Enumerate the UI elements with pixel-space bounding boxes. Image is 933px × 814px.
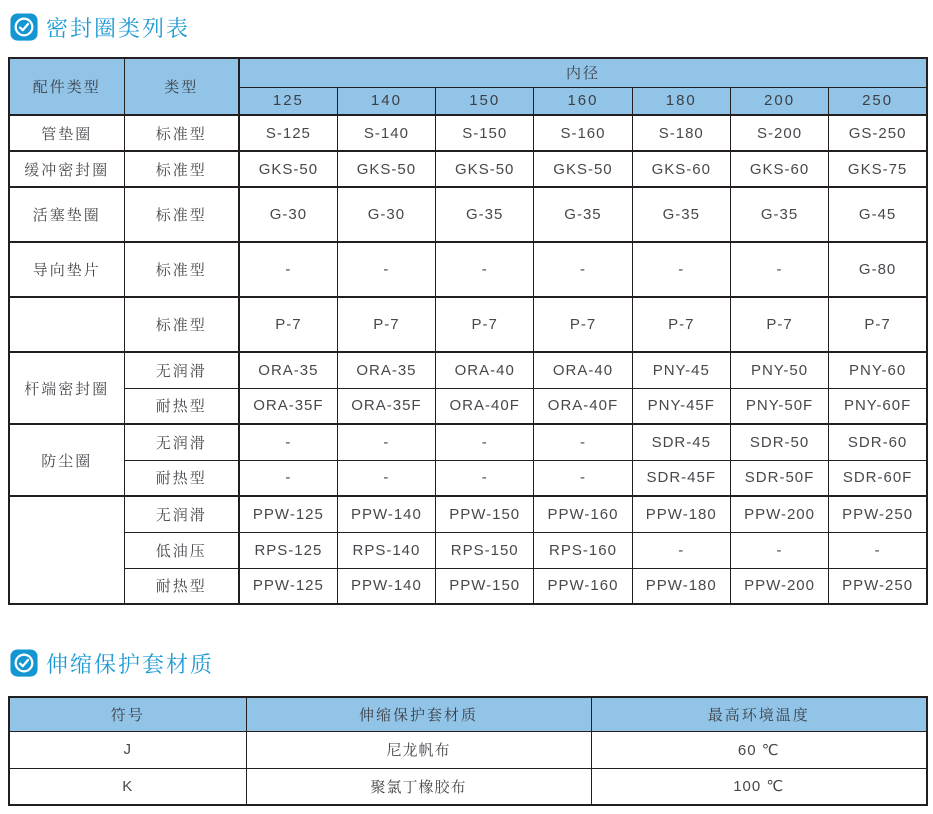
- material-table-head: [9, 697, 927, 731]
- model-cell: SDR-60F: [829, 460, 927, 496]
- seal-type-cell: 无润滑: [124, 352, 239, 388]
- model-cell: G-80: [829, 242, 927, 297]
- model-cell: -: [436, 424, 534, 460]
- section1-title: 密封圈类列表: [46, 15, 191, 41]
- seal-table-row: [9, 568, 927, 604]
- model-cell: P-7: [829, 297, 927, 352]
- size-header: 150: [436, 87, 534, 115]
- section2-title: 伸缩保护套材质: [46, 651, 215, 677]
- max-temp-header: 最高环境温度: [591, 697, 927, 731]
- model-cell: G-35: [436, 187, 534, 242]
- model-cell: ORA-35: [239, 352, 337, 388]
- seal-table-row: [9, 424, 927, 460]
- model-cell: GKS-50: [436, 151, 534, 187]
- model-cell: P-7: [534, 297, 632, 352]
- inner-diameter-header: 内径: [239, 58, 927, 87]
- model-cell: ORA-35F: [337, 388, 435, 424]
- model-cell: -: [534, 242, 632, 297]
- model-cell: -: [239, 460, 337, 496]
- model-cell: -: [436, 460, 534, 496]
- seal-type-cell: 无润滑: [124, 496, 239, 532]
- model-cell: GS-250: [829, 115, 927, 151]
- model-cell: G-30: [337, 187, 435, 242]
- model-cell: -: [239, 424, 337, 460]
- model-cell: S-140: [337, 115, 435, 151]
- model-cell: RPS-150: [436, 532, 534, 568]
- material-table-header-row: [9, 697, 927, 731]
- max-temp-cell: 60 ℃: [591, 731, 927, 768]
- model-cell: S-125: [239, 115, 337, 151]
- check-badge-icon: [10, 13, 38, 41]
- model-cell: -: [534, 424, 632, 460]
- part-type-cell: 防尘圈: [9, 424, 124, 496]
- model-cell: G-45: [829, 187, 927, 242]
- model-cell: -: [632, 242, 730, 297]
- model-cell: ORA-40F: [534, 388, 632, 424]
- model-cell: -: [632, 532, 730, 568]
- model-cell: PPW-200: [730, 496, 828, 532]
- model-cell: GKS-50: [534, 151, 632, 187]
- model-cell: PPW-250: [829, 568, 927, 604]
- seal-type-cell: 标准型: [124, 115, 239, 151]
- model-cell: PPW-160: [534, 496, 632, 532]
- size-header: 180: [632, 87, 730, 115]
- seal-table-row: [9, 388, 927, 424]
- size-header: 160: [534, 87, 632, 115]
- seal-ring-table: [8, 57, 928, 605]
- seal-table-header-row-1: [9, 58, 927, 87]
- model-cell: GKS-50: [239, 151, 337, 187]
- model-cell: -: [730, 242, 828, 297]
- part-type-cell: [9, 297, 124, 352]
- part-type-cell: 缓冲密封圈: [9, 151, 124, 187]
- model-cell: P-7: [632, 297, 730, 352]
- seal-type-cell: 标准型: [124, 187, 239, 242]
- seal-table-row: [9, 352, 927, 388]
- model-cell: G-35: [632, 187, 730, 242]
- model-cell: ORA-40: [534, 352, 632, 388]
- section1-header: [10, 9, 928, 45]
- model-cell: P-7: [337, 297, 435, 352]
- model-cell: P-7: [436, 297, 534, 352]
- model-cell: SDR-50: [730, 424, 828, 460]
- part-type-cell: 活塞垫圈: [9, 187, 124, 242]
- model-cell: -: [337, 424, 435, 460]
- seal-table-row: [9, 242, 927, 297]
- model-cell: S-160: [534, 115, 632, 151]
- model-cell: ORA-35: [337, 352, 435, 388]
- model-cell: G-35: [534, 187, 632, 242]
- model-cell: PPW-140: [337, 568, 435, 604]
- model-cell: PPW-160: [534, 568, 632, 604]
- model-cell: ORA-40F: [436, 388, 534, 424]
- model-cell: GKS-75: [829, 151, 927, 187]
- size-header: 125: [239, 87, 337, 115]
- material-table-row: [9, 768, 927, 805]
- model-cell: S-180: [632, 115, 730, 151]
- model-cell: -: [337, 242, 435, 297]
- seal-table-body: [9, 115, 927, 604]
- seal-type-cell: 低油压: [124, 532, 239, 568]
- model-cell: SDR-50F: [730, 460, 828, 496]
- model-cell: PPW-180: [632, 568, 730, 604]
- model-cell: RPS-160: [534, 532, 632, 568]
- model-cell: PPW-125: [239, 496, 337, 532]
- size-header: 250: [829, 87, 927, 115]
- model-cell: PPW-125: [239, 568, 337, 604]
- model-cell: PPW-250: [829, 496, 927, 532]
- model-cell: P-7: [239, 297, 337, 352]
- model-cell: SDR-45: [632, 424, 730, 460]
- model-cell: -: [829, 532, 927, 568]
- boot-material-table: [8, 696, 928, 806]
- symbol-header: 符号: [9, 697, 246, 731]
- part-type-cell: 杆端密封圈: [9, 352, 124, 424]
- seal-type-cell: 无润滑: [124, 424, 239, 460]
- max-temp-cell: 100 ℃: [591, 768, 927, 805]
- model-cell: PNY-50: [730, 352, 828, 388]
- model-cell: GKS-60: [632, 151, 730, 187]
- model-cell: -: [730, 532, 828, 568]
- model-cell: ORA-40: [436, 352, 534, 388]
- model-cell: PNY-60: [829, 352, 927, 388]
- material-cell: 尼龙帆布: [246, 731, 591, 768]
- section2-header: [10, 645, 928, 681]
- model-cell: PNY-50F: [730, 388, 828, 424]
- seal-table-row: [9, 460, 927, 496]
- model-cell: S-200: [730, 115, 828, 151]
- seal-table-row: [9, 496, 927, 532]
- part-type-cell: 管垫圈: [9, 115, 124, 151]
- model-cell: GKS-50: [337, 151, 435, 187]
- symbol-cell: K: [9, 768, 246, 805]
- model-cell: PNY-60F: [829, 388, 927, 424]
- material-header: 伸缩保护套材质: [246, 697, 591, 731]
- model-cell: -: [534, 460, 632, 496]
- material-table-body: [9, 731, 927, 805]
- seal-type-cell: 标准型: [124, 151, 239, 187]
- model-cell: PPW-150: [436, 568, 534, 604]
- seal-table-row: [9, 187, 927, 242]
- model-cell: PNY-45F: [632, 388, 730, 424]
- model-cell: -: [436, 242, 534, 297]
- seal-type-cell: 耐热型: [124, 568, 239, 604]
- model-cell: P-7: [730, 297, 828, 352]
- check-badge-icon: [10, 649, 38, 677]
- model-cell: G-35: [730, 187, 828, 242]
- seal-table-row: [9, 115, 927, 151]
- symbol-cell: J: [9, 731, 246, 768]
- part-type-header: 配件类型: [9, 58, 124, 115]
- size-header: 140: [337, 87, 435, 115]
- model-cell: PPW-140: [337, 496, 435, 532]
- model-cell: S-150: [436, 115, 534, 151]
- model-cell: G-30: [239, 187, 337, 242]
- model-cell: -: [239, 242, 337, 297]
- seal-table-row: [9, 151, 927, 187]
- model-cell: RPS-140: [337, 532, 435, 568]
- model-cell: ORA-35F: [239, 388, 337, 424]
- seal-type-cell: 耐热型: [124, 388, 239, 424]
- type-header: 类型: [124, 58, 239, 115]
- seal-type-cell: 标准型: [124, 242, 239, 297]
- material-cell: 聚氯丁橡胶布: [246, 768, 591, 805]
- part-type-cell: [9, 496, 124, 604]
- model-cell: PNY-45: [632, 352, 730, 388]
- material-table-row: [9, 731, 927, 768]
- model-cell: RPS-125: [239, 532, 337, 568]
- model-cell: PPW-200: [730, 568, 828, 604]
- seal-type-cell: 标准型: [124, 297, 239, 352]
- seal-table-row: [9, 532, 927, 568]
- model-cell: PPW-150: [436, 496, 534, 532]
- part-type-cell: 导向垫片: [9, 242, 124, 297]
- model-cell: -: [337, 460, 435, 496]
- model-cell: GKS-60: [730, 151, 828, 187]
- seal-table-row: [9, 297, 927, 352]
- seal-table-head: [9, 58, 927, 115]
- size-header: 200: [730, 87, 828, 115]
- model-cell: SDR-60: [829, 424, 927, 460]
- model-cell: SDR-45F: [632, 460, 730, 496]
- model-cell: PPW-180: [632, 496, 730, 532]
- seal-type-cell: 耐热型: [124, 460, 239, 496]
